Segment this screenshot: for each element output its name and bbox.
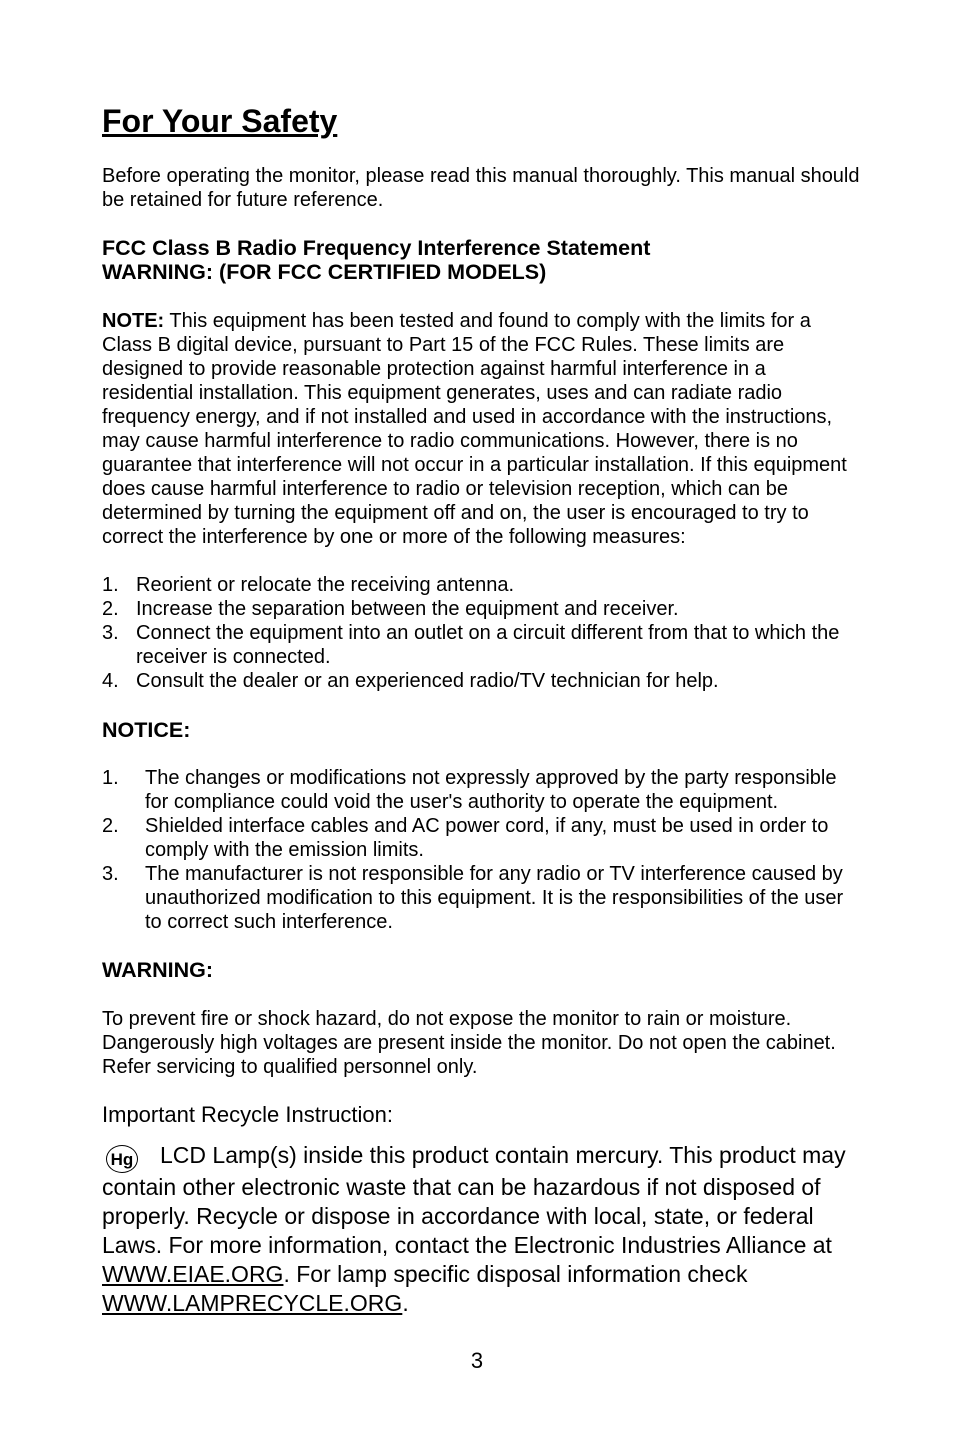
page-number: 3	[470, 1348, 484, 1373]
note-label: NOTE:	[102, 310, 165, 332]
list-item: 1. The changes or modifications not expressly approved by the party responsible for compliance could void the user's authority to operate the equipment.	[102, 767, 837, 813]
intro-paragraph: Before operating the monitor, please read this manual thoroughly. This manual should be retained for future reference.	[102, 165, 860, 211]
fcc-heading: FCC Class B Radio Frequency Interference Statement	[102, 236, 651, 260]
warning-heading: WARNING:	[102, 958, 214, 982]
list-item: 2. Shielded interface cables and AC power cord, if any, must be used in order to comply with the emission limits.	[102, 815, 829, 861]
notice-list	[102, 766, 862, 934]
mercury-hg-icon: Hg	[106, 1145, 138, 1173]
list-item: 4. Consult the dealer or an experienced radio/TV technician for help.	[102, 670, 719, 692]
recycle-heading: Important Recycle Instruction:	[102, 1102, 394, 1127]
warning-paragraph: To prevent fire or shock hazard, do not expose the monitor to rain or moisture. Dangerously high voltages are present inside the monitor. Do not open the cabinet. Refer servicing to qualified personnel only.	[102, 1008, 836, 1078]
list-item: 3. The manufacturer is not responsible for any radio or TV interference caused by unauthorized modification to this equipment. It is the responsibilities of the user to correct such interference.	[102, 863, 844, 933]
fcc-measures-list	[102, 573, 862, 693]
eiae-link[interactable]: WWW.EIAE.ORG	[102, 1261, 284, 1287]
lamprecycle-link[interactable]: WWW.LAMPRECYCLE.ORG	[102, 1290, 403, 1316]
page-title: For Your Safety	[102, 103, 338, 139]
list-item: 3. Connect the equipment into an outlet on a circuit different from that to which the receiver is connected.	[102, 622, 840, 668]
notice-heading: NOTICE:	[102, 718, 191, 742]
list-item: 1. Reorient or relocate the receiving antenna.	[102, 574, 515, 596]
note-text: This equipment has been tested and found to comply with the limits for a Class B digital device, pursuant to Part 15 of the FCC Rules. These limits are designed to provide reasonable protection against harmful interference in a residential installation. This equipment generates, uses and can radiate radio frequency energy, and if not installed and used in accordance with the instructions, may cause harmful interference to radio communications. However, there is no guarantee that interference will not occur in a particular installation. If this equipment does cause harmful interference to radio or television reception, which can be determined by turning the equipment off and on, the user is encouraged to try to correct the interference by one or more of the following measures:	[102, 310, 847, 548]
recycle-paragraph: Hg LCD Lamp(s) inside this product contain mercury. This product may contain other electronic waste that can be hazardous if not disposed of properly. Recycle or dispose in accordance with local, state, or federal Laws. For more information, contact the Electronic Industries Alliance at WWW.EIAE.ORG. For lamp specific disposal information check WWW.LAMPRECYCLE.ORG.	[102, 1142, 846, 1316]
fcc-warning-heading: WARNING: (FOR FCC CERTIFIED MODELS)	[102, 260, 547, 284]
fcc-note-paragraph	[102, 309, 862, 549]
list-item: 2. Increase the separation between the equipment and receiver.	[102, 598, 679, 620]
